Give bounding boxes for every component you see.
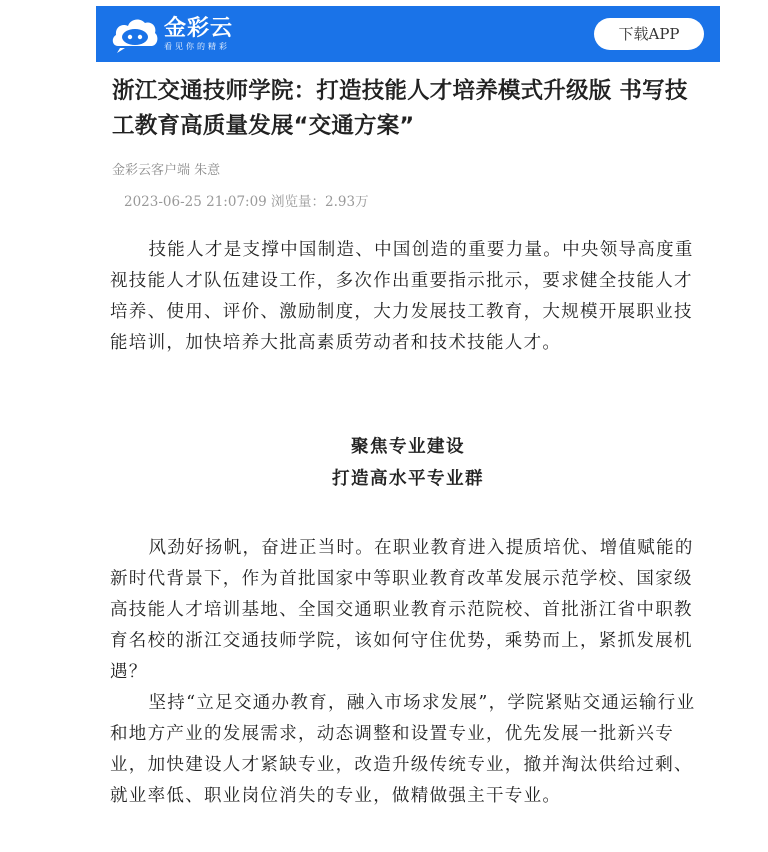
download-app-button[interactable]: 下载APP xyxy=(594,18,704,50)
section-heading: 聚焦专业建设 xyxy=(351,437,465,457)
article-meta: 2023-06-25 21:07:09 浏览量：2.93万 xyxy=(124,194,369,210)
logo-name: 金彩云 xyxy=(164,16,234,41)
app-logo[interactable] xyxy=(110,10,233,58)
cloud-mascot-icon xyxy=(110,12,160,56)
article-page xyxy=(96,0,720,852)
app-header xyxy=(96,6,720,62)
section-subheading: 打造高水平专业群 xyxy=(332,469,484,489)
article-paragraph: 技能人才是支撑中国制造、中国创造的重要力量。中央领导高度重视技能人才队伍建设工作，多次作出重要指示批示，要求健全技能人才培养、使用、评价、激励制度，大力发展技工教育，大规模开展职业技能培训，加快培养大批高素质劳动者和技术技能人才。 xyxy=(110,240,694,353)
article-paragraph: 风劲好扬帆，奋进正当时。在职业教育进入提质培优、增值赋能的新时代背景下，作为首批国家中等职业教育改革发展示范学校、国家级高技能人才培训基地、全国交通职业教育示范院校、首批浙江省中职教育名校的浙江交通技师学院，该如何守住优势，乘势而上，紧抓发展机遇？ xyxy=(110,538,694,682)
article-source: 金彩云客户端 朱意 xyxy=(112,163,221,178)
logo-slogan: 看见你的精彩 xyxy=(164,42,230,51)
article-title: 浙江交通技师学院：打造技能人才培养模式升级版 书写技工教育高质量发展“交通方案” xyxy=(112,78,688,139)
article-paragraph: 坚持“立足交通办教育，融入市场求发展”，学院紧贴交通运输行业和地方产业的发展需求，动态调整和设置专业，优先发展一批新兴专业，加快建设人才紧缺专业，改造升级传统专业，撤并淘汰供给过剩、就业率低、职业岗位消失的专业，做精做强主干专业。 xyxy=(110,693,696,806)
